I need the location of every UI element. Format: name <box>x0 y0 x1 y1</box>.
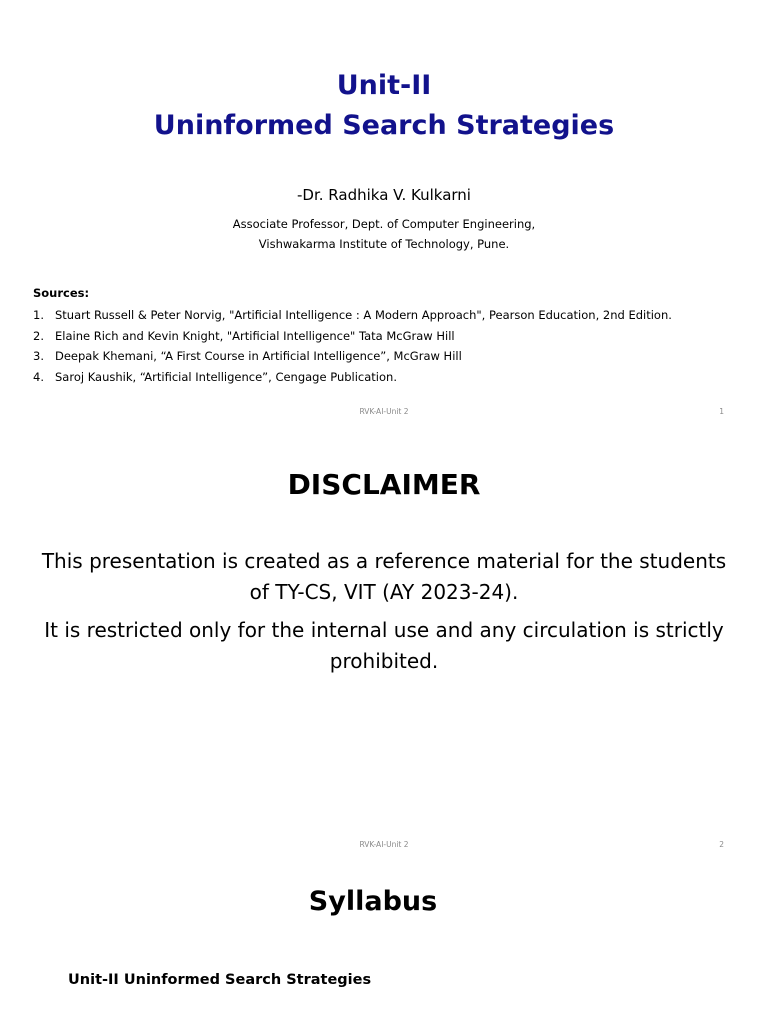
source-text: Saroj Kaushik, “Artificial Intelligence”, Cengage Publication. <box>55 369 397 384</box>
source-text: Deepak Khemani, “A First Course in Artificial Intelligence”, McGraw Hill <box>55 349 462 363</box>
disclaimer-paragraph-2: It is restricted only for the internal use and any circulation is strictly prohibited. <box>44 618 724 673</box>
source-text: Stuart Russell & Peter Norvig, "Artificial Intelligence : A Modern Approach", Pearson Education, 2nd Edition. <box>55 308 672 322</box>
source-number: 2. <box>33 328 44 343</box>
disclaimer-body <box>40 546 728 684</box>
slide-3 <box>0 864 768 1024</box>
affiliation-line-1: Associate Professor, Dept. of Computer Engineering, <box>232 217 536 231</box>
slide-2-footer: RVK-AI-Unit 2 <box>359 840 409 849</box>
sources-section <box>33 285 753 387</box>
sources-list <box>33 305 753 387</box>
affiliation-line-2: Vishwakarma Institute of Technology, Pune. <box>258 237 510 251</box>
source-item <box>33 346 753 367</box>
slide-1-footer: RVK-AI-Unit 2 <box>359 407 409 416</box>
source-number: 3. <box>33 349 44 363</box>
sources-heading: Sources: <box>33 286 90 300</box>
source-item <box>33 326 753 347</box>
source-item <box>33 367 753 388</box>
slide-1-title <box>0 66 768 146</box>
syllabus-unit-heading: Unit-II Uninformed Search Strategies <box>68 972 372 988</box>
author-affiliation <box>0 214 768 254</box>
syllabus-title: Syllabus <box>308 886 438 917</box>
author-name: -Dr. Radhika V. Kulkarni <box>297 186 471 204</box>
slide-2-page-number: 2 <box>719 840 724 849</box>
source-item <box>33 305 753 326</box>
source-text: Elaine Rich and Kevin Knight, "Artificial Intelligence" Tata McGraw Hill <box>55 328 455 343</box>
slide-1 <box>0 0 768 432</box>
source-number: 4. <box>33 369 44 384</box>
unit-title: Unit-II <box>336 70 432 101</box>
topic-title: Uninformed Search Strategies <box>153 110 615 141</box>
source-number: 1. <box>33 308 44 322</box>
disclaimer-title: DISCLAIMER <box>287 468 481 501</box>
slide-1-page-number: 1 <box>719 407 724 416</box>
slide-2 <box>0 432 768 864</box>
disclaimer-paragraph-1: This presentation is created as a reference material for the students of TY-CS, VIT (AY 2023-24). <box>41 549 727 604</box>
